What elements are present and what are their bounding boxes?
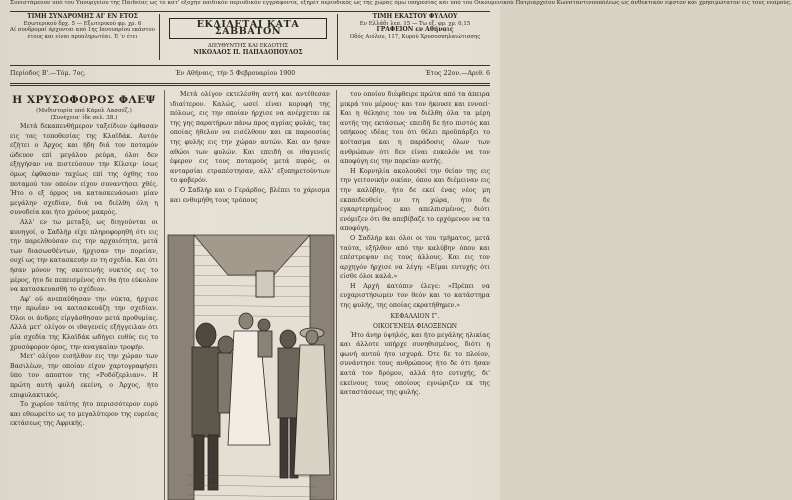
col1-paragraph-3: Αφ' ού ανεπαύθησαν την νύκτα, ήρχισε την πρωΐαν να κατασκευάζη την σχεδίαν. Όλοι οι άνδρες είργάσθησαν μετά προθυμίας. Αλλά μετ' ολίγον οι ιθαγενείς εξήγγειλαν ότι μία σχεδία της Κλαϊδάκ ωδήγει ευθύς εις το χρυσόφορον όρος, την αναγκαίαν τροφήν.: [10, 295, 158, 351]
figure-woman-hat: [294, 328, 330, 475]
window: [256, 271, 274, 297]
issue-price-heading: ΤΙΜΗ ΕΚΑΣΤΟΥ ΦΥΛΛΟΥ: [372, 13, 458, 20]
col2-paragraph-1: Μετά ολίγον εκτελέσθη αυτή και αντέθεσαν ιδιαίτερον. Καλώς, ωσεί είναι κορυφή της πόλεως, εις την οποίαν ήρχισε να ανέρχεται εκ της γης παρατήρων πάνω προς αγρίας φυλάς, τας οποίας ήθελον να εισέλθουν και εκ παρουσίας της φυλής εις την χώραν αυτών. Και αν ήσαν αθώοι των φυλών. Και επειδή οι ιθαγενείς έφερον εις τους ποταμούς μετά πυρός, οι ανταρσίαι ετραπέστησαν, αλλ' εξυπηρετούντων το φοβερόν.: [170, 91, 330, 185]
col3-paragraph-3: Ο Σαδλήρ και όλοι οι του τμήματος, μετά ταύτα, εξήλθον από την καλύβην όπου και επέστρεψαν εις τους άλλους. Και εις τον αρχηγόν ήρχισε να λέγη: «Είμαι ευτυχής ότι είσθε όλοι καλά.»: [340, 234, 490, 281]
rule-top: [10, 11, 490, 12]
col1-paragraph-4: Μετ' ολίγον εισήλθον εις την χώραν των Βασιλέων, την οποίαν είχον χαρτογραφήσει ύπο τον αποπτον της «Ροδόζερλιαν». Η πρώτη αυτή φυλή εκείνη, ο Άρχος, ήτο επιφυλακτικός.: [10, 353, 158, 399]
rule-lower-1: [10, 83, 490, 84]
office-line: Οδός Αιόλου, 117, Κυρού Χρυσοσπηλαιώτισσης: [349, 33, 481, 40]
director-name: ΝΙΚΟΛΑΟΣ Π. ΠΑΠΑΔΟΠΟΥΛΟΣ: [193, 48, 303, 56]
office-heading: ΓΡΑΦΕΙΟΝ εν Αθήναις: [376, 26, 454, 34]
article-subtitle: (Μυθιστορία υπό Κάρολ Λασσέζ.): [36, 108, 132, 114]
col3-paragraph-5: Ήτο άνηρ ύψηλός, και ήτο μεγάλης ηλικίας και άλλοτε υπήρχε συνηθισμένος, διότι η φωνή αυτού ήτο ισχυρά. Ότε δε το πλοίον, συνάντησε τους ανθρώπους ήτο δε ότι ήσαν κατά τον δρόμον, αλλά ήτο ευτυχής, δι' εκείνους τους οποίους εγνώριζεν εκ της καταστάσεως της φυλής.: [340, 331, 491, 397]
column-3: [340, 90, 490, 500]
article-title: Η ΧΡΥΣΟΦΟΡΟΣ ΦΛΕΨ: [12, 94, 156, 106]
article-continuation: (Συνέχεια· ίδε σελ. 38.): [50, 115, 118, 121]
subscription-heading: ΤΙΜΗ ΣΥΝΔΡΟΜΗΣ ΑΙ' ΕΝ ΕΤΟΣ: [27, 13, 138, 20]
director-label: ΔΙΕΥΘΥΝΤΗΣ ΚΑΙ ΕΚΔΟΤΗΣ: [207, 43, 289, 50]
header-right: [340, 14, 490, 64]
col1-paragraph-1: Μετά δεκαπενθήμερον ταξείδιον έφθασαν εις τας τοποθεσίας της Κλαϊδάκ. Αυτόν εζήτει ο Άρχος και ήδη διά τον ποταμόν ώδευον επί μεγάλου ρεύμα, όλοι δεν εξηγήσαν να πιστεύσουν την Κίλσερ· ίσως όμως έφθασαν ταχέως επί της όχθης του ποταμού τον οποίον είχον συναντήσει χθές. Ήτο ο εξ όρμος να κατασκευάσωσι μίαν μεγάλην σχεδίαν, διά να διέλθη όλη η συνοδεία και ήτο χρόνος μακρός.: [10, 123, 158, 217]
chapter-heading: ΚΕΦΑΛΑΙΟΝ Γ'.: [390, 312, 440, 320]
col1-paragraph-2: Αλλ' εν τω μεταξύ, ως διηγούνται οι κυνηγοί, ο Σαδλήρ είχε πληροφορηθή ότι εις την παρελθούσαν εις την αρχαιότητα, μετά των διασωσθέντων, ήρχισαν την πορείαν, ουχί ως την κατασκευήν εν τη σχεδία. Και ότι ήσαν μόνον της σκοτεινής νυκτός εις το μέρος, ήτο δε πεπεισμένος ότι θα ήτο εύκολον να κατασκευασθή το σχέδιον.: [10, 218, 158, 294]
issue-price-line: Εν Ελλάδι λεπ. 15 — Τω εξ. φρ. χρ. 0,15: [359, 20, 471, 27]
col3-paragraph-4: Η Αρχή κατόπιν έλεγε: «Πρέπει να ευχαριστήσωμεν τον θεόν και το κατάστημα της φυλής, της οποίας εκρατήθημεν.»: [340, 282, 490, 310]
column-divider-2: [336, 90, 337, 500]
figure-child: [258, 319, 272, 357]
issue-line: [10, 70, 490, 82]
chapter-subheading: ΟΙΚΟΓΕΝΕΙΑ ΦΙΛΟΞΕΝΩΝ: [372, 322, 458, 330]
subscription-line-1: Εσωτερικού δρχ. 5 — Εξωτερικού φρ. χρ. 6: [23, 20, 142, 27]
rule-lower-2: [10, 85, 490, 86]
publication-banner: ΕΚΔΙΔΕΤΑΙ ΚΑΤΑ ΣΑΒΒΑΤΟΝ: [169, 18, 327, 39]
header-center: [163, 14, 333, 64]
header-divider-right: [337, 14, 338, 60]
col2-paragraph-2: Ο Σαδλήρ και ο Γεράρδος, βλέπει το χάρισμα και ενθυμήθη τους τρόπους: [170, 186, 330, 204]
rule-mid: [10, 65, 490, 66]
intro-line: Συνιστάμενον υπό του Υπουργείου της Παιδείας ως το κατ' εξοχήν παιδικόν περιοδικόν εγγράφοντα, εξηρέτ περιοδικός ως της χώρας όμω υπηρεσίας και υπό του Οικουμενικού Πατριαρχείου Κωνσταντινουπόλεως ως άνθεκτικόν εψστον και χρησιμώτατον εις τους νεαρούς.: [10, 0, 792, 6]
col3-paragraph-1: του οποίου διέφθειρε πρώτα από τα άπειρα μικρά του μέρους· και τον ήκουσε και εννοεί· Και η θέλησις του να διέλθη όλα τα μέρη αυτής της εκτάσεως· επειδή δε ήτο πιστός και υπήκοος ιδέας του ότι θέλει προϋπάρξει το κοίτασμα και η παράδοσις όλων των ανθρώπων ότι δεν είναι ευκολόν να τον αποφύγη εις την πορείαν αυτής.: [340, 91, 490, 166]
date-text: Έν Αθήναις, τήν 5 Φεβρουαρίου 1900: [175, 70, 296, 77]
column-1: [10, 90, 158, 500]
header-left: [10, 14, 155, 64]
subscription-line-2: Αί συνδρομαί άρχονται από 1ης Ιανουαρίου εκάστου έτους και είναι προπληρωτέαι. Έ 'ν έτει: [10, 27, 155, 40]
col3-paragraph-2: Η Κορνηλία ακολουθεί την θείαν της εις την γειτονικήν οικίαν, όπου και διέμειναν εις την καλύβην, ήτο δε εκεί ένας νέος μη εκπαιδευθείς εν τη χώρα, ήτο δε εγκαρτερημένος και απελπισμένος, διότι ενόμιζεν ότι θα απεβίβαζε το ερχόμενον να τα αποφύγη.: [340, 167, 490, 233]
column-2: [170, 90, 330, 230]
header-divider-left: [159, 14, 160, 60]
period-text: Περίοδος Β'.—Τόμ. 7ος.: [10, 70, 86, 77]
engraving-illustration: [168, 235, 334, 500]
column-divider-1: [164, 90, 165, 500]
col1-paragraph-5: Το χωρίον ταύτης ήτο περισσότερον ευρύ και εθεωρείτο ως το μεγαλύτερον της ευρείας εκτάσεως της Αφρικής.: [10, 401, 158, 428]
issue-number: Έτος 22ον.—Αριθ. 6: [425, 70, 490, 77]
